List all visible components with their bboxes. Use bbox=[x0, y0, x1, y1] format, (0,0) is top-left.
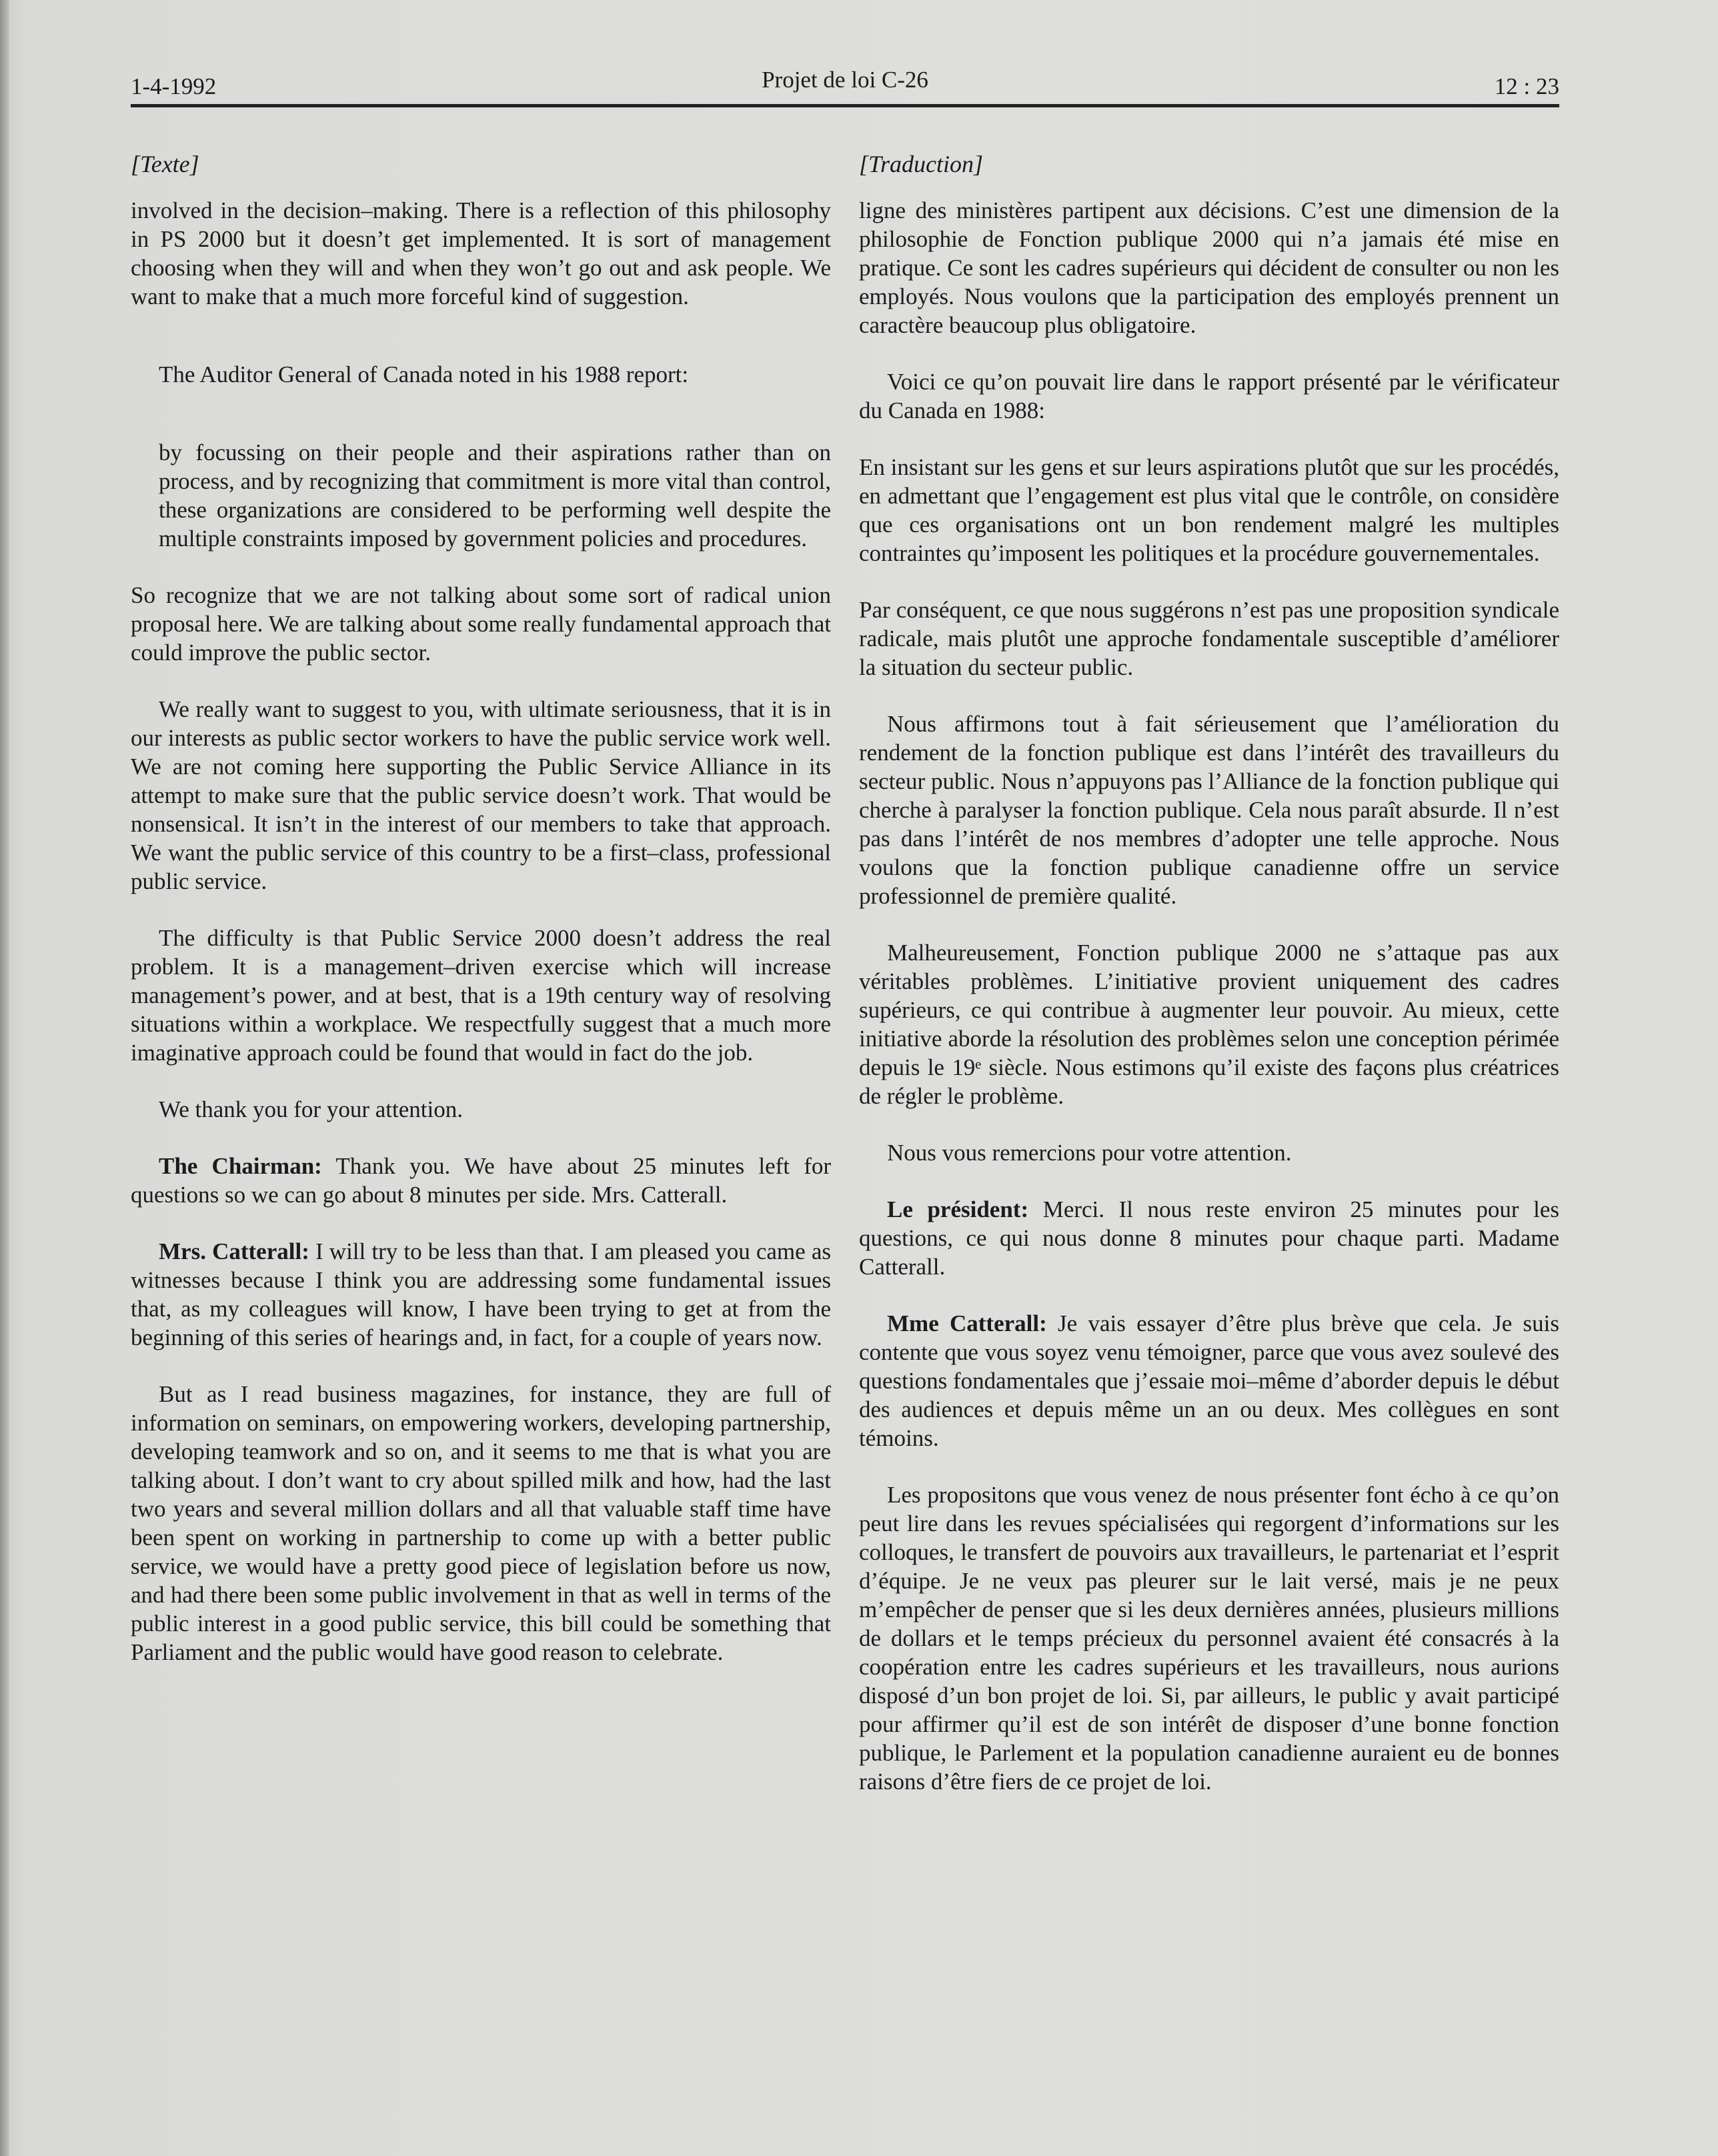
header-page-number: 12 : 23 bbox=[1494, 73, 1559, 99]
speaker-paragraph bbox=[859, 1195, 1559, 1281]
header-date: 1-4-1992 bbox=[131, 73, 217, 99]
speaker-text: Thank you. We have about 25 minutes left for questions so we can go about 8 minutes per side. Mrs. Catterall. bbox=[131, 1153, 831, 1208]
speaker-name: Mrs. Catterall: bbox=[159, 1238, 309, 1264]
paragraph: Par conséquent, ce que nous suggérons n’est pas une proposition syndicale radicale, mais plutôt une approche fondamentale susceptible d’améliorer la situation du secteur public. bbox=[859, 597, 1559, 680]
french-column bbox=[859, 150, 1559, 1796]
speaker-name: Mme Catterall: bbox=[887, 1310, 1047, 1336]
paragraph: We thank you for your attention. bbox=[159, 1096, 463, 1122]
paragraph: Nous vous remercions pour votre attention. bbox=[887, 1140, 1292, 1166]
paragraph: involved in the decision–making. There is a reflection of this philosophy in PS 2000 but it doesn’t get implemented. It is sort of management choosing when they will and when they won’t go out and ask people. We want to make that a much more forceful kind of suggestion. bbox=[131, 197, 831, 309]
paragraph: We really want to suggest to you, with ultimate seriousness, that it is in our interests as public sector workers to have the public service work well. We are not coming here supporting the Public Service Alliance in its attempt to make sure that the public service doesn’t work. That would be nonsensical. It isn’t in the interest of our members to take that approach. We want the public service of this country to be a first–class, professional public service. bbox=[131, 696, 831, 894]
speaker-paragraph bbox=[131, 1237, 831, 1352]
paragraph: Malheureusement, Fonction publique 2000 ne s’attaque pas aux véritables problèmes. L’initiative provient uniquement des cadres supérieurs, ce qui contribue à augmenter leur pouvoir. Au mieux, cette initiative aborde la résolution des problèmes selon une conception périmée depuis le 19ᵉ siècle. Nous estimons qu’il existe des façons plus créatrices de régler le problème. bbox=[859, 940, 1559, 1109]
speaker-text: Je vais essayer d’être plus brève que cela. Je suis contente que vous soyez venu témoigner, parce que vous avez soulevé des questions fondamentales que j’essaie moi–même d’aborder depuis le début des audiences et depuis même un an ou deux. Mes collègues en sont témoins. bbox=[859, 1310, 1559, 1451]
speaker-paragraph bbox=[859, 1309, 1559, 1452]
paragraph: But as I read business magazines, for instance, they are full of information on seminars, on empowering workers, developing partnership, developing teamwork and so on, and it seems to me that is what you are talking about. I don’t want to cry about spilled milk and how, had the last two years and several million dollars and all that valuable staff time have been spent on working in partnership to come up with a better public service, we would have a pretty good piece of legislation before us now, and had there been some public involvement in that as well in terms of the public interest in a good public service, this bill could be something that Parliament and the public would have good reason to celebrate. bbox=[131, 1381, 831, 1665]
page-header bbox=[131, 64, 1559, 104]
speaker-name: The Chairman: bbox=[159, 1153, 322, 1179]
paragraph: ligne des ministères partipent aux décisions. C’est une dimension de la philosophie de Fonction publique 2000 qui n’a jamais été mise en pratique. Ce sont les cadres supérieurs qui décident de consulter ou non les employés. Nous voulons que la participation des employés prennent un caractère beaucoup plus obligatoire. bbox=[859, 197, 1559, 338]
speaker-text: I will try to be less than that. I am pleased you came as witnesses because I think you are addressing some fundamental issues that, as my colleagues will know, I have been trying to get at from the beginning of this series of hearings and, in fact, for a couple of years now. bbox=[131, 1238, 831, 1350]
paragraph: The Auditor General of Canada noted in his 1988 report: bbox=[159, 361, 689, 387]
language-label: [Texte] bbox=[131, 151, 199, 177]
paragraph: So recognize that we are not talking about some sort of radical union proposal here. We are talking about some really fundamental approach that could improve the public sector. bbox=[131, 582, 831, 666]
english-column bbox=[131, 150, 831, 1667]
block-quote: by focussing on their people and their aspirations rather than on process, and by recognizing that commitment is more vital than control, these organizations are considered to be performing well despite the multiple constraints imposed by government policies and procedures. bbox=[159, 439, 831, 552]
block-quote: En insistant sur les gens et sur leurs aspirations plutôt que sur les procédés, en admettant que l’engagement est plus vital que le contrôle, on considère que ces organisations ont un bon rendement malgré les multiples contraintes qu’imposent les politiques et la procédure gouvernementales. bbox=[859, 454, 1559, 566]
language-label: [Traduction] bbox=[859, 151, 984, 177]
speaker-paragraph bbox=[131, 1152, 831, 1209]
paragraph: Les propositons que vous venez de nous présenter font écho à ce qu’on peut lire dans les revues spécialisées qui regorgent d’informations sur les colloques, le transfert de pouvoirs aux travailleurs, le partenariat et l’esprit d’équipe. Je ne veux pas pleurer sur le lait versé, mais je ne peux m’empêcher de penser que si les deux dernières années, plusieurs millions de dollars et le temps précieux du personnel avaient été consacrés à la coopération entre les cadres supérieurs et les travailleurs, nous aurions disposé d’un bon projet de loi. Si, par ailleurs, le public y avait participé pour affirmer qu’il est de son intérêt de disposer d’une bonne fonction publique, le Parlement et la population canadienne auraient eu de bonnes raisons d’être fiers de ce projet de loi. bbox=[859, 1482, 1559, 1795]
paragraph: Nous affirmons tout à fait sérieusement que l’amélioration du rendement de la fonction publique est dans l’intérêt des travailleurs du secteur public. Nous n’appuyons pas l’Alliance de la fonction publique qui cherche à paralyser la fonction publique. Cela nous paraît absurde. Il n’est pas dans l’intérêt de nos membres d’adopter une telle approche. Nous voulons que la fonction publique canadienne offre un service professionnel de première qualité. bbox=[859, 711, 1559, 909]
paragraph: Voici ce qu’on pouvait lire dans le rapport présenté par le vérificateur du Canada en 1988: bbox=[859, 369, 1559, 423]
speaker-text: Merci. Il nous reste environ 25 minutes pour les questions, ce qui nous donne 8 minutes pour chaque parti. Madame Catterall. bbox=[859, 1196, 1559, 1280]
speaker-name: Le président: bbox=[887, 1196, 1029, 1222]
paragraph: The difficulty is that Public Service 2000 doesn’t address the real problem. It is a management–driven exercise which will increase management’s power, and at best, that is a 19th century way of resolving situations within a workplace. We respectfully suggest that a much more imaginative approach could be found that would in fact do the job. bbox=[131, 925, 831, 1066]
binding-edge bbox=[0, 0, 9, 2156]
header-rule bbox=[131, 104, 1559, 107]
header-title: Projet de loi C-26 bbox=[762, 67, 928, 93]
